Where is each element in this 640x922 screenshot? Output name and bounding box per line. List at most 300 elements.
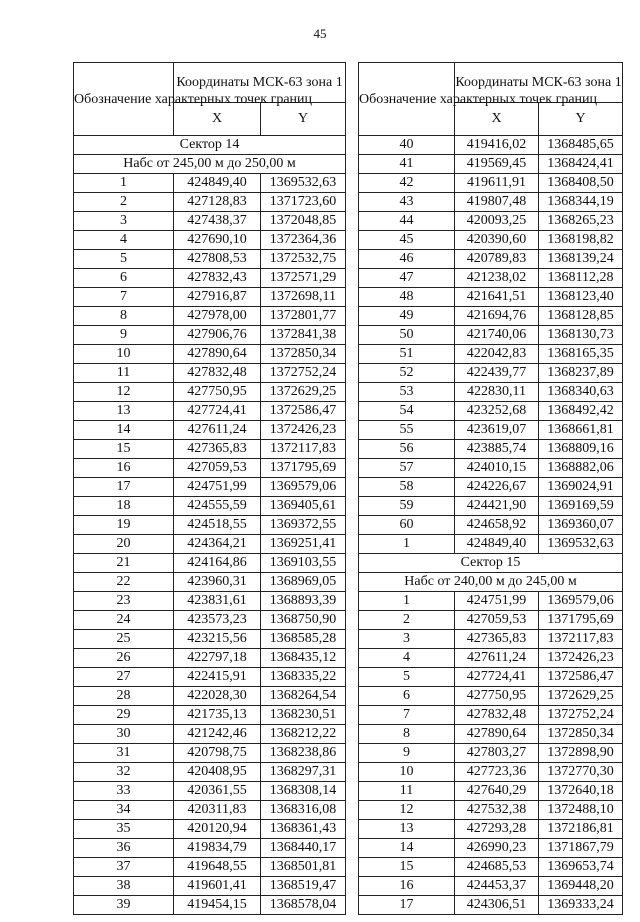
table-row <box>359 535 623 554</box>
x-coordinate-cell: 427890,64 <box>455 725 539 744</box>
table-row <box>359 611 623 630</box>
point-id-cell: 10 <box>74 345 174 364</box>
point-id-cell: 39 <box>74 896 174 915</box>
point-id-cell: 26 <box>74 649 174 668</box>
x-coordinate-cell: 427978,00 <box>174 307 261 326</box>
y-coordinate-cell: 1369653,74 <box>539 858 623 877</box>
point-id-cell: 16 <box>74 459 174 478</box>
point-id-cell: 41 <box>359 155 455 174</box>
x-coordinate-cell: 421740,06 <box>455 326 539 345</box>
y-coordinate-cell: 1369532,63 <box>261 174 346 193</box>
x-coordinate-cell: 423960,31 <box>174 573 261 592</box>
y-coordinate-cell: 1372841,38 <box>261 326 346 345</box>
y-coordinate-cell: 1368130,73 <box>539 326 623 345</box>
point-id-cell: 11 <box>359 782 455 801</box>
x-coordinate-cell: 427723,36 <box>455 763 539 782</box>
y-coordinate-cell: 1372426,23 <box>261 421 346 440</box>
x-coordinate-cell: 420789,83 <box>455 250 539 269</box>
point-id-cell: 1 <box>359 592 455 611</box>
table-row <box>359 136 623 155</box>
table-row <box>359 440 623 459</box>
y-coordinate-cell: 1372629,25 <box>261 383 346 402</box>
point-id-cell: 28 <box>74 687 174 706</box>
x-coordinate-cell: 427532,38 <box>455 801 539 820</box>
x-coordinate-cell: 423885,74 <box>455 440 539 459</box>
point-designation-header: Обозначение характерных точек границ <box>74 63 174 136</box>
table-row <box>74 364 346 383</box>
point-id-cell: 55 <box>359 421 455 440</box>
y-coordinate-cell: 1371795,69 <box>261 459 346 478</box>
x-coordinate-cell: 427808,53 <box>174 250 261 269</box>
table-row <box>74 896 346 915</box>
table-row <box>359 592 623 611</box>
point-id-cell: 27 <box>74 668 174 687</box>
x-coordinate-cell: 420311,83 <box>174 801 261 820</box>
table-row <box>359 307 623 326</box>
table-row <box>359 497 623 516</box>
point-id-cell: 19 <box>74 516 174 535</box>
x-coordinate-cell: 424658,92 <box>455 516 539 535</box>
section-title: Сектор 14 <box>74 136 346 155</box>
table-row <box>74 611 346 630</box>
point-id-cell: 36 <box>74 839 174 858</box>
table-row <box>74 497 346 516</box>
point-designation-header: Обозначение характерных точек границ <box>359 63 455 136</box>
point-id-cell: 4 <box>74 231 174 250</box>
x-column-header: X <box>455 103 539 136</box>
table-row <box>74 839 346 858</box>
point-id-cell: 18 <box>74 497 174 516</box>
x-coordinate-cell: 419416,02 <box>455 136 539 155</box>
point-id-cell: 33 <box>74 782 174 801</box>
point-id-cell: 53 <box>359 383 455 402</box>
point-id-cell: 17 <box>359 896 455 915</box>
x-coordinate-cell: 419834,79 <box>174 839 261 858</box>
y-coordinate-cell: 1369333,24 <box>539 896 623 915</box>
x-coordinate-cell: 423573,23 <box>174 611 261 630</box>
table-row <box>74 345 346 364</box>
y-coordinate-cell: 1368750,90 <box>261 611 346 630</box>
table-row <box>359 193 623 212</box>
table-row <box>359 630 623 649</box>
x-coordinate-cell: 424364,21 <box>174 535 261 554</box>
x-coordinate-cell: 424164,86 <box>174 554 261 573</box>
table-row <box>359 174 623 193</box>
table-row <box>359 516 623 535</box>
table-row <box>74 307 346 326</box>
y-column-header: Y <box>261 103 346 136</box>
table-row <box>74 440 346 459</box>
y-coordinate-cell: 1368408,50 <box>539 174 623 193</box>
x-coordinate-cell: 421641,51 <box>455 288 539 307</box>
table-row <box>74 402 346 421</box>
x-coordinate-cell: 427611,24 <box>455 649 539 668</box>
table-row <box>359 459 623 478</box>
y-coordinate-cell: 1371795,69 <box>539 611 623 630</box>
point-id-cell: 44 <box>359 212 455 231</box>
point-id-cell: 5 <box>359 668 455 687</box>
x-coordinate-cell: 423831,61 <box>174 592 261 611</box>
point-id-cell: 46 <box>359 250 455 269</box>
point-id-cell: 25 <box>74 630 174 649</box>
x-coordinate-cell: 421238,02 <box>455 269 539 288</box>
y-coordinate-cell: 1369103,55 <box>261 554 346 573</box>
y-coordinate-cell: 1372186,81 <box>539 820 623 839</box>
table-row <box>359 231 623 250</box>
y-coordinate-cell: 1369360,07 <box>539 516 623 535</box>
point-id-cell: 48 <box>359 288 455 307</box>
x-coordinate-cell: 421242,46 <box>174 725 261 744</box>
y-coordinate-cell: 1368265,23 <box>539 212 623 231</box>
y-coordinate-cell: 1368492,42 <box>539 402 623 421</box>
table-row <box>74 459 346 478</box>
section-title: Сектор 15 <box>359 554 623 573</box>
y-coordinate-cell: 1372640,18 <box>539 782 623 801</box>
y-coordinate-cell: 1369251,41 <box>261 535 346 554</box>
table-row <box>359 288 623 307</box>
point-id-cell: 6 <box>359 687 455 706</box>
point-id-cell: 15 <box>359 858 455 877</box>
point-id-cell: 15 <box>74 440 174 459</box>
page-number: 45 <box>313 26 327 41</box>
table-row <box>74 573 346 592</box>
point-id-cell: 38 <box>74 877 174 896</box>
y-coordinate-cell: 1372571,29 <box>261 269 346 288</box>
table-row <box>359 858 623 877</box>
table-row <box>74 687 346 706</box>
x-coordinate-cell: 427724,41 <box>174 402 261 421</box>
y-coordinate-cell: 1368230,51 <box>261 706 346 725</box>
y-coordinate-cell: 1368578,04 <box>261 896 346 915</box>
x-coordinate-cell: 420798,75 <box>174 744 261 763</box>
point-id-cell: 2 <box>74 193 174 212</box>
table-row <box>74 820 346 839</box>
x-coordinate-cell: 427365,83 <box>174 440 261 459</box>
table-row <box>74 193 346 212</box>
y-coordinate-cell: 1372850,34 <box>539 725 623 744</box>
table-row <box>74 668 346 687</box>
table-row <box>74 592 346 611</box>
section-title: Нaбс от 245,00 м до 250,00 м <box>74 155 346 174</box>
table-row <box>359 326 623 345</box>
y-coordinate-cell: 1368335,22 <box>261 668 346 687</box>
x-coordinate-cell: 427128,83 <box>174 193 261 212</box>
table-row <box>359 383 623 402</box>
table-row <box>359 782 623 801</box>
point-id-cell: 29 <box>74 706 174 725</box>
y-coordinate-cell: 1368585,28 <box>261 630 346 649</box>
y-coordinate-cell: 1368893,39 <box>261 592 346 611</box>
table-row <box>359 212 623 231</box>
point-id-cell: 11 <box>74 364 174 383</box>
table-row <box>74 535 346 554</box>
y-coordinate-cell: 1369169,59 <box>539 497 623 516</box>
table-row <box>359 668 623 687</box>
coordinates-table-left <box>73 62 346 915</box>
x-coordinate-cell: 427890,64 <box>174 345 261 364</box>
y-coordinate-cell: 1371723,60 <box>261 193 346 212</box>
y-coordinate-cell: 1368212,22 <box>261 725 346 744</box>
table-row <box>359 250 623 269</box>
table-row <box>359 801 623 820</box>
y-coordinate-cell: 1372117,83 <box>539 630 623 649</box>
table-row <box>74 250 346 269</box>
x-coordinate-cell: 427916,87 <box>174 288 261 307</box>
x-coordinate-cell: 424555,59 <box>174 497 261 516</box>
y-coordinate-cell: 1368435,12 <box>261 649 346 668</box>
y-coordinate-cell: 1372586,47 <box>261 402 346 421</box>
table-row <box>359 820 623 839</box>
x-coordinate-cell: 420120,94 <box>174 820 261 839</box>
table-row <box>74 801 346 820</box>
point-id-cell: 8 <box>359 725 455 744</box>
y-coordinate-cell: 1372898,90 <box>539 744 623 763</box>
table-row <box>359 706 623 725</box>
x-coordinate-cell: 424306,51 <box>455 896 539 915</box>
y-coordinate-cell: 1372586,47 <box>539 668 623 687</box>
point-id-cell: 9 <box>74 326 174 345</box>
x-coordinate-cell: 424518,55 <box>174 516 261 535</box>
y-coordinate-cell: 1372488,10 <box>539 801 623 820</box>
x-coordinate-cell: 427750,95 <box>174 383 261 402</box>
x-coordinate-cell: 424685,53 <box>455 858 539 877</box>
point-id-cell: 13 <box>74 402 174 421</box>
x-coordinate-cell: 424751,99 <box>455 592 539 611</box>
section-row <box>359 573 623 592</box>
x-coordinate-cell: 427611,24 <box>174 421 261 440</box>
x-coordinate-cell: 422028,30 <box>174 687 261 706</box>
x-coordinate-cell: 420390,60 <box>455 231 539 250</box>
x-coordinate-cell: 427803,27 <box>455 744 539 763</box>
section-row <box>74 136 346 155</box>
table-row <box>74 326 346 345</box>
point-id-cell: 56 <box>359 440 455 459</box>
point-id-cell: 7 <box>359 706 455 725</box>
point-id-cell: 35 <box>74 820 174 839</box>
point-id-cell: 3 <box>74 212 174 231</box>
table-row <box>74 231 346 250</box>
table-row <box>359 896 623 915</box>
x-coordinate-cell: 419601,41 <box>174 877 261 896</box>
table-row <box>74 858 346 877</box>
x-coordinate-cell: 419807,48 <box>455 193 539 212</box>
table-row <box>74 782 346 801</box>
y-coordinate-cell: 1369532,63 <box>539 535 623 554</box>
table-row <box>74 649 346 668</box>
point-id-cell: 30 <box>74 725 174 744</box>
y-coordinate-cell: 1368809,16 <box>539 440 623 459</box>
point-id-cell: 6 <box>74 269 174 288</box>
point-id-cell: 14 <box>74 421 174 440</box>
y-coordinate-cell: 1368969,05 <box>261 573 346 592</box>
section-row <box>74 155 346 174</box>
y-coordinate-cell: 1372698,11 <box>261 288 346 307</box>
section-title: Нaбс от 240,00 м до 245,00 м <box>359 573 623 592</box>
x-coordinate-cell: 424010,15 <box>455 459 539 478</box>
point-id-cell: 1 <box>359 535 455 554</box>
y-coordinate-cell: 1368424,41 <box>539 155 623 174</box>
x-coordinate-cell: 426990,23 <box>455 839 539 858</box>
x-coordinate-cell: 423215,56 <box>174 630 261 649</box>
table-row <box>359 687 623 706</box>
table-row <box>74 630 346 649</box>
table-row <box>74 877 346 896</box>
x-column-header: X <box>174 103 261 136</box>
point-id-cell: 3 <box>359 630 455 649</box>
x-coordinate-cell: 420408,95 <box>174 763 261 782</box>
y-coordinate-cell: 1369405,61 <box>261 497 346 516</box>
table-row <box>74 269 346 288</box>
table-row <box>359 649 623 668</box>
point-id-cell: 59 <box>359 497 455 516</box>
point-id-cell: 23 <box>74 592 174 611</box>
table-row <box>74 212 346 231</box>
y-coordinate-cell: 1368264,54 <box>261 687 346 706</box>
y-coordinate-cell: 1368297,31 <box>261 763 346 782</box>
y-coordinate-cell: 1372801,77 <box>261 307 346 326</box>
section-row <box>359 554 623 573</box>
point-id-cell: 2 <box>359 611 455 630</box>
x-coordinate-cell: 422830,11 <box>455 383 539 402</box>
y-coordinate-cell: 1368501,81 <box>261 858 346 877</box>
y-coordinate-cell: 1368316,08 <box>261 801 346 820</box>
table-body <box>359 136 623 915</box>
table-row <box>359 744 623 763</box>
point-id-cell: 32 <box>74 763 174 782</box>
y-coordinate-cell: 1369024,91 <box>539 478 623 497</box>
x-coordinate-cell: 419569,45 <box>455 155 539 174</box>
y-coordinate-cell: 1369579,06 <box>539 592 623 611</box>
x-coordinate-cell: 424849,40 <box>174 174 261 193</box>
point-id-cell: 45 <box>359 231 455 250</box>
point-id-cell: 12 <box>74 383 174 402</box>
x-coordinate-cell: 427690,10 <box>174 231 261 250</box>
point-id-cell: 16 <box>359 877 455 896</box>
x-coordinate-cell: 422042,83 <box>455 345 539 364</box>
x-coordinate-cell: 419611,91 <box>455 174 539 193</box>
point-id-cell: 4 <box>359 649 455 668</box>
y-coordinate-cell: 1372364,36 <box>261 231 346 250</box>
y-coordinate-cell: 1368198,82 <box>539 231 623 250</box>
x-coordinate-cell: 427059,53 <box>174 459 261 478</box>
table-row <box>74 516 346 535</box>
table-row <box>74 706 346 725</box>
y-coordinate-cell: 1368340,63 <box>539 383 623 402</box>
point-id-cell: 57 <box>359 459 455 478</box>
point-id-cell: 49 <box>359 307 455 326</box>
x-coordinate-cell: 427832,48 <box>455 706 539 725</box>
y-coordinate-cell: 1372752,24 <box>539 706 623 725</box>
y-coordinate-cell: 1372117,83 <box>261 440 346 459</box>
y-coordinate-cell: 1368238,86 <box>261 744 346 763</box>
x-coordinate-cell: 427438,37 <box>174 212 261 231</box>
table-body <box>74 136 346 915</box>
point-id-cell: 13 <box>359 820 455 839</box>
point-id-cell: 5 <box>74 250 174 269</box>
point-id-cell: 52 <box>359 364 455 383</box>
table-row <box>359 421 623 440</box>
x-coordinate-cell: 424751,99 <box>174 478 261 497</box>
coordinates-table-right <box>358 62 623 915</box>
point-id-cell: 47 <box>359 269 455 288</box>
y-coordinate-cell: 1368128,85 <box>539 307 623 326</box>
x-coordinate-cell: 420361,55 <box>174 782 261 801</box>
x-coordinate-cell: 423619,07 <box>455 421 539 440</box>
y-column-header: Y <box>539 103 623 136</box>
y-coordinate-cell: 1368165,35 <box>539 345 623 364</box>
y-coordinate-cell: 1372850,34 <box>261 345 346 364</box>
y-coordinate-cell: 1368308,14 <box>261 782 346 801</box>
x-coordinate-cell: 427750,95 <box>455 687 539 706</box>
x-coordinate-cell: 421694,76 <box>455 307 539 326</box>
point-id-cell: 34 <box>74 801 174 820</box>
point-id-cell: 7 <box>74 288 174 307</box>
point-id-cell: 9 <box>359 744 455 763</box>
y-coordinate-cell: 1372752,24 <box>261 364 346 383</box>
point-id-cell: 42 <box>359 174 455 193</box>
point-id-cell: 37 <box>74 858 174 877</box>
point-id-cell: 21 <box>74 554 174 573</box>
table-row <box>74 174 346 193</box>
point-id-cell: 8 <box>74 307 174 326</box>
table-row <box>359 763 623 782</box>
y-coordinate-cell: 1368139,24 <box>539 250 623 269</box>
x-coordinate-cell: 424849,40 <box>455 535 539 554</box>
x-coordinate-cell: 422415,91 <box>174 668 261 687</box>
table-row <box>359 345 623 364</box>
table-row <box>359 269 623 288</box>
point-id-cell: 31 <box>74 744 174 763</box>
y-coordinate-cell: 1368344,19 <box>539 193 623 212</box>
x-coordinate-cell: 427059,53 <box>455 611 539 630</box>
coordinates-header: Координаты МСК-63 зона 1 <box>455 63 623 103</box>
x-coordinate-cell: 427365,83 <box>455 630 539 649</box>
x-coordinate-cell: 427906,76 <box>174 326 261 345</box>
point-id-cell: 43 <box>359 193 455 212</box>
point-id-cell: 40 <box>359 136 455 155</box>
x-coordinate-cell: 427832,43 <box>174 269 261 288</box>
x-coordinate-cell: 424226,67 <box>455 478 539 497</box>
point-id-cell: 58 <box>359 478 455 497</box>
x-coordinate-cell: 419648,55 <box>174 858 261 877</box>
y-coordinate-cell: 1372532,75 <box>261 250 346 269</box>
point-id-cell: 24 <box>74 611 174 630</box>
table-row <box>359 364 623 383</box>
table-row <box>74 744 346 763</box>
table-row <box>74 478 346 497</box>
x-coordinate-cell: 421735,13 <box>174 706 261 725</box>
x-coordinate-cell: 427640,29 <box>455 782 539 801</box>
table-row <box>74 725 346 744</box>
y-coordinate-cell: 1368485,65 <box>539 136 623 155</box>
table-row <box>359 478 623 497</box>
point-id-cell: 51 <box>359 345 455 364</box>
table-row <box>359 155 623 174</box>
x-coordinate-cell: 424421,90 <box>455 497 539 516</box>
y-coordinate-cell: 1368361,43 <box>261 820 346 839</box>
y-coordinate-cell: 1368237,89 <box>539 364 623 383</box>
point-id-cell: 1 <box>74 174 174 193</box>
x-coordinate-cell: 420093,25 <box>455 212 539 231</box>
table-row <box>359 402 623 421</box>
y-coordinate-cell: 1372770,30 <box>539 763 623 782</box>
y-coordinate-cell: 1368112,28 <box>539 269 623 288</box>
y-coordinate-cell: 1368519,47 <box>261 877 346 896</box>
y-coordinate-cell: 1369448,20 <box>539 877 623 896</box>
y-coordinate-cell: 1368123,40 <box>539 288 623 307</box>
table-row <box>74 288 346 307</box>
y-coordinate-cell: 1372426,23 <box>539 649 623 668</box>
